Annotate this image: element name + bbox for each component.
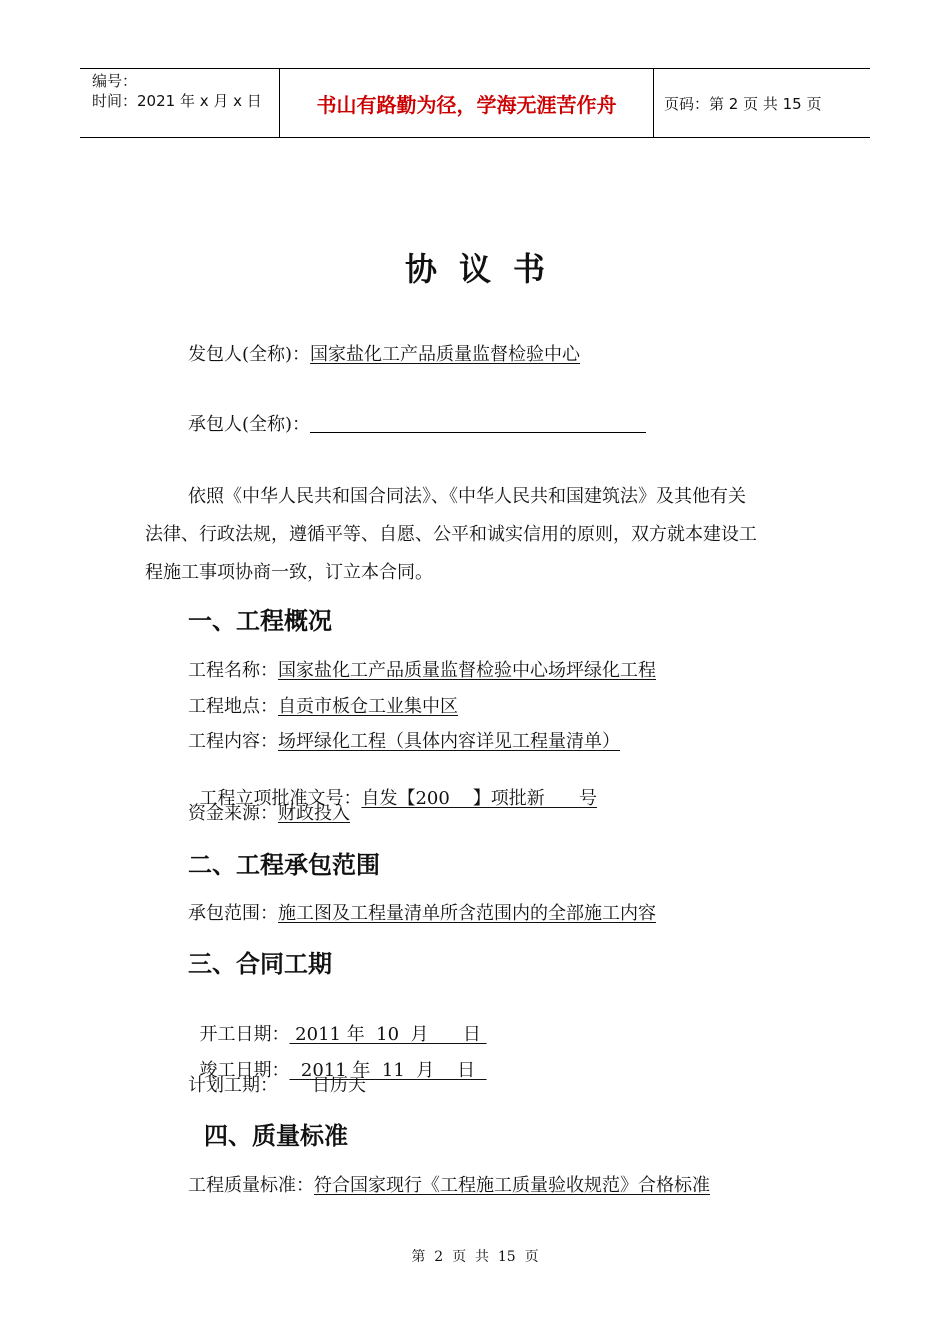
intro-paragraph	[145, 478, 815, 592]
plan-value: 日历天	[312, 1075, 366, 1096]
employer-label: 发包人(全称)：	[188, 344, 311, 365]
time-label: 时间：2021 年 x 月 x 日	[92, 92, 262, 110]
intro-line-1: 依照《中华人民共和国合同法》、《中华人民共和国建筑法》及其他有关	[188, 486, 746, 507]
page-header	[80, 68, 870, 138]
project-name-label: 工程名称：	[188, 660, 278, 681]
intro-line-2: 法律、行政法规，遵循平等、自愿、公平和诚实信用的原则，双方就本建设工	[145, 524, 757, 545]
end-date-value: 2011 年 11 月 日	[289, 1060, 487, 1081]
project-content-line	[188, 727, 620, 753]
fund-label: 资金来源：	[188, 803, 278, 824]
project-content-label: 工程内容：	[188, 731, 278, 752]
fund-value: 财政投入	[278, 803, 350, 824]
approval-label: 工程立项批准文号：	[199, 788, 362, 809]
header-page-info: 页码：第 2 页 共 15 页	[664, 94, 822, 113]
end-date-label: 竣工日期：	[199, 1060, 290, 1081]
project-site-label: 工程地点：	[188, 696, 278, 717]
quality-value: 符合国家现行《工程施工质量验收规范》合格标准	[314, 1175, 710, 1196]
start-date-value: 2011 年 10 月 日	[289, 1024, 487, 1045]
contractor-line	[188, 410, 646, 436]
plan-label: 计划工期：	[188, 1075, 278, 1096]
employer-value: 国家盐化工产品质量监督检验中心	[310, 344, 581, 365]
header-meta	[80, 69, 280, 137]
number-label: 编号：	[92, 72, 138, 90]
contractor-blank	[310, 414, 646, 433]
quality-line	[188, 1171, 710, 1197]
project-name-value: 国家盐化工产品质量监督检验中心场坪绿化工程	[278, 660, 656, 681]
project-site-value: 自贡市板仓工业集中区	[278, 696, 458, 717]
page-footer: 第 2 页 共 15 页	[411, 1249, 539, 1265]
section1-heading: 一、工程概况	[188, 607, 332, 635]
quality-label: 工程质量标准：	[188, 1175, 314, 1196]
plan-line	[188, 1071, 366, 1097]
section3-heading: 三、合同工期	[188, 950, 332, 978]
intro-line-3: 程施工事项协商一致，订立本合同。	[145, 562, 433, 583]
employer-line	[188, 340, 618, 366]
contractor-label: 承包人(全称)：	[188, 414, 311, 435]
project-name-line	[188, 656, 656, 682]
scope-label: 承包范围：	[188, 903, 278, 924]
project-site-line	[188, 692, 458, 718]
approval-value: 自发【200 】项批新 号	[361, 788, 598, 809]
header-motto: 书山有路勤为径，学海无涯苦作舟	[280, 69, 654, 137]
document-title: 协议书	[404, 250, 567, 288]
section4-heading: 四、质量标准	[204, 1122, 348, 1150]
scope-value: 施工图及工程量清单所含范围内的全部施工内容	[278, 903, 656, 924]
project-content-value: 场坪绿化工程（具体内容详见工程量清单）	[278, 731, 620, 752]
start-date-label: 开工日期：	[199, 1024, 290, 1045]
section2-heading: 二、工程承包范围	[188, 851, 380, 879]
scope-line	[188, 899, 656, 925]
fund-line	[188, 799, 350, 825]
